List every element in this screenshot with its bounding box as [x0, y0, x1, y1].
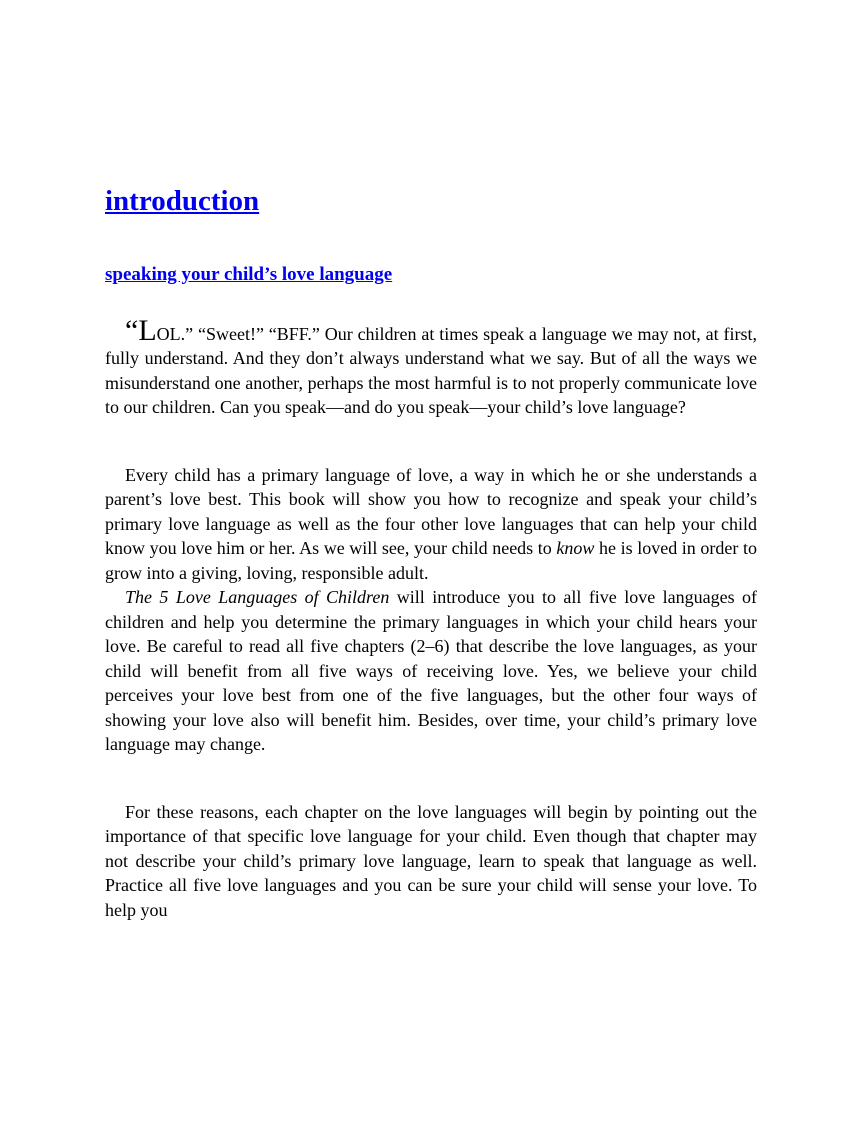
- paragraph: [105, 313, 757, 420]
- italic-text: know: [556, 538, 595, 559]
- paragraph: [105, 800, 757, 923]
- body-text: OL.” “Sweet!” “BFF.” Our children at times speak a language we may not, at first, fully understand. And they don’t always understand what we say. But of all the ways we misunderstand one another, perhaps the most harmful is to not properly communicate love to our children. Can you speak—and do you speak—your child’s love language?: [105, 323, 757, 418]
- lead-initial: “L: [125, 313, 157, 347]
- section-subheading: [105, 264, 757, 286]
- body-text: will introduce you to all five love languages of children and help you determine the primary languages in which your child hears your love. Be careful to read all five chapters (2–6) that describe the love languages, as your child will benefit from all five ways of receiving love. Yes, we believe your child perceives your love best from one of the five languages, but the other four ways of showing your love also will benefit him. Besides, over time, your child’s primary love language may change.: [105, 587, 757, 755]
- section-subheading-link[interactable]: speaking your child’s love language: [105, 263, 393, 285]
- paragraph: [105, 585, 757, 757]
- body-text: he is loved in order to grow into a giving, loving, responsible adult.: [105, 538, 757, 583]
- paragraph: [105, 463, 757, 586]
- body-text: Every child has a primary language of love, a way in which he or she understands a parent’s love best. This book will show you how to recognize and speak your child’s primary love language as well as the four other love languages that can help your child know you love him or her. As we will see, your child needs to: [105, 464, 757, 559]
- chapter-heading-link[interactable]: introduction: [105, 185, 260, 217]
- body-text: For these reasons, each chapter on the love languages will begin by pointing out the importance of that specific love language for your child. Even though that chapter may not describe your child’s primary love language, learn to speak that language as well. Practice all five love languages and you can be sure your child will sense your love. To help you: [105, 801, 757, 920]
- paragraphs: [105, 313, 757, 923]
- chapter-heading: [105, 186, 757, 218]
- italic-text: The 5 Love Languages of Children: [125, 587, 390, 608]
